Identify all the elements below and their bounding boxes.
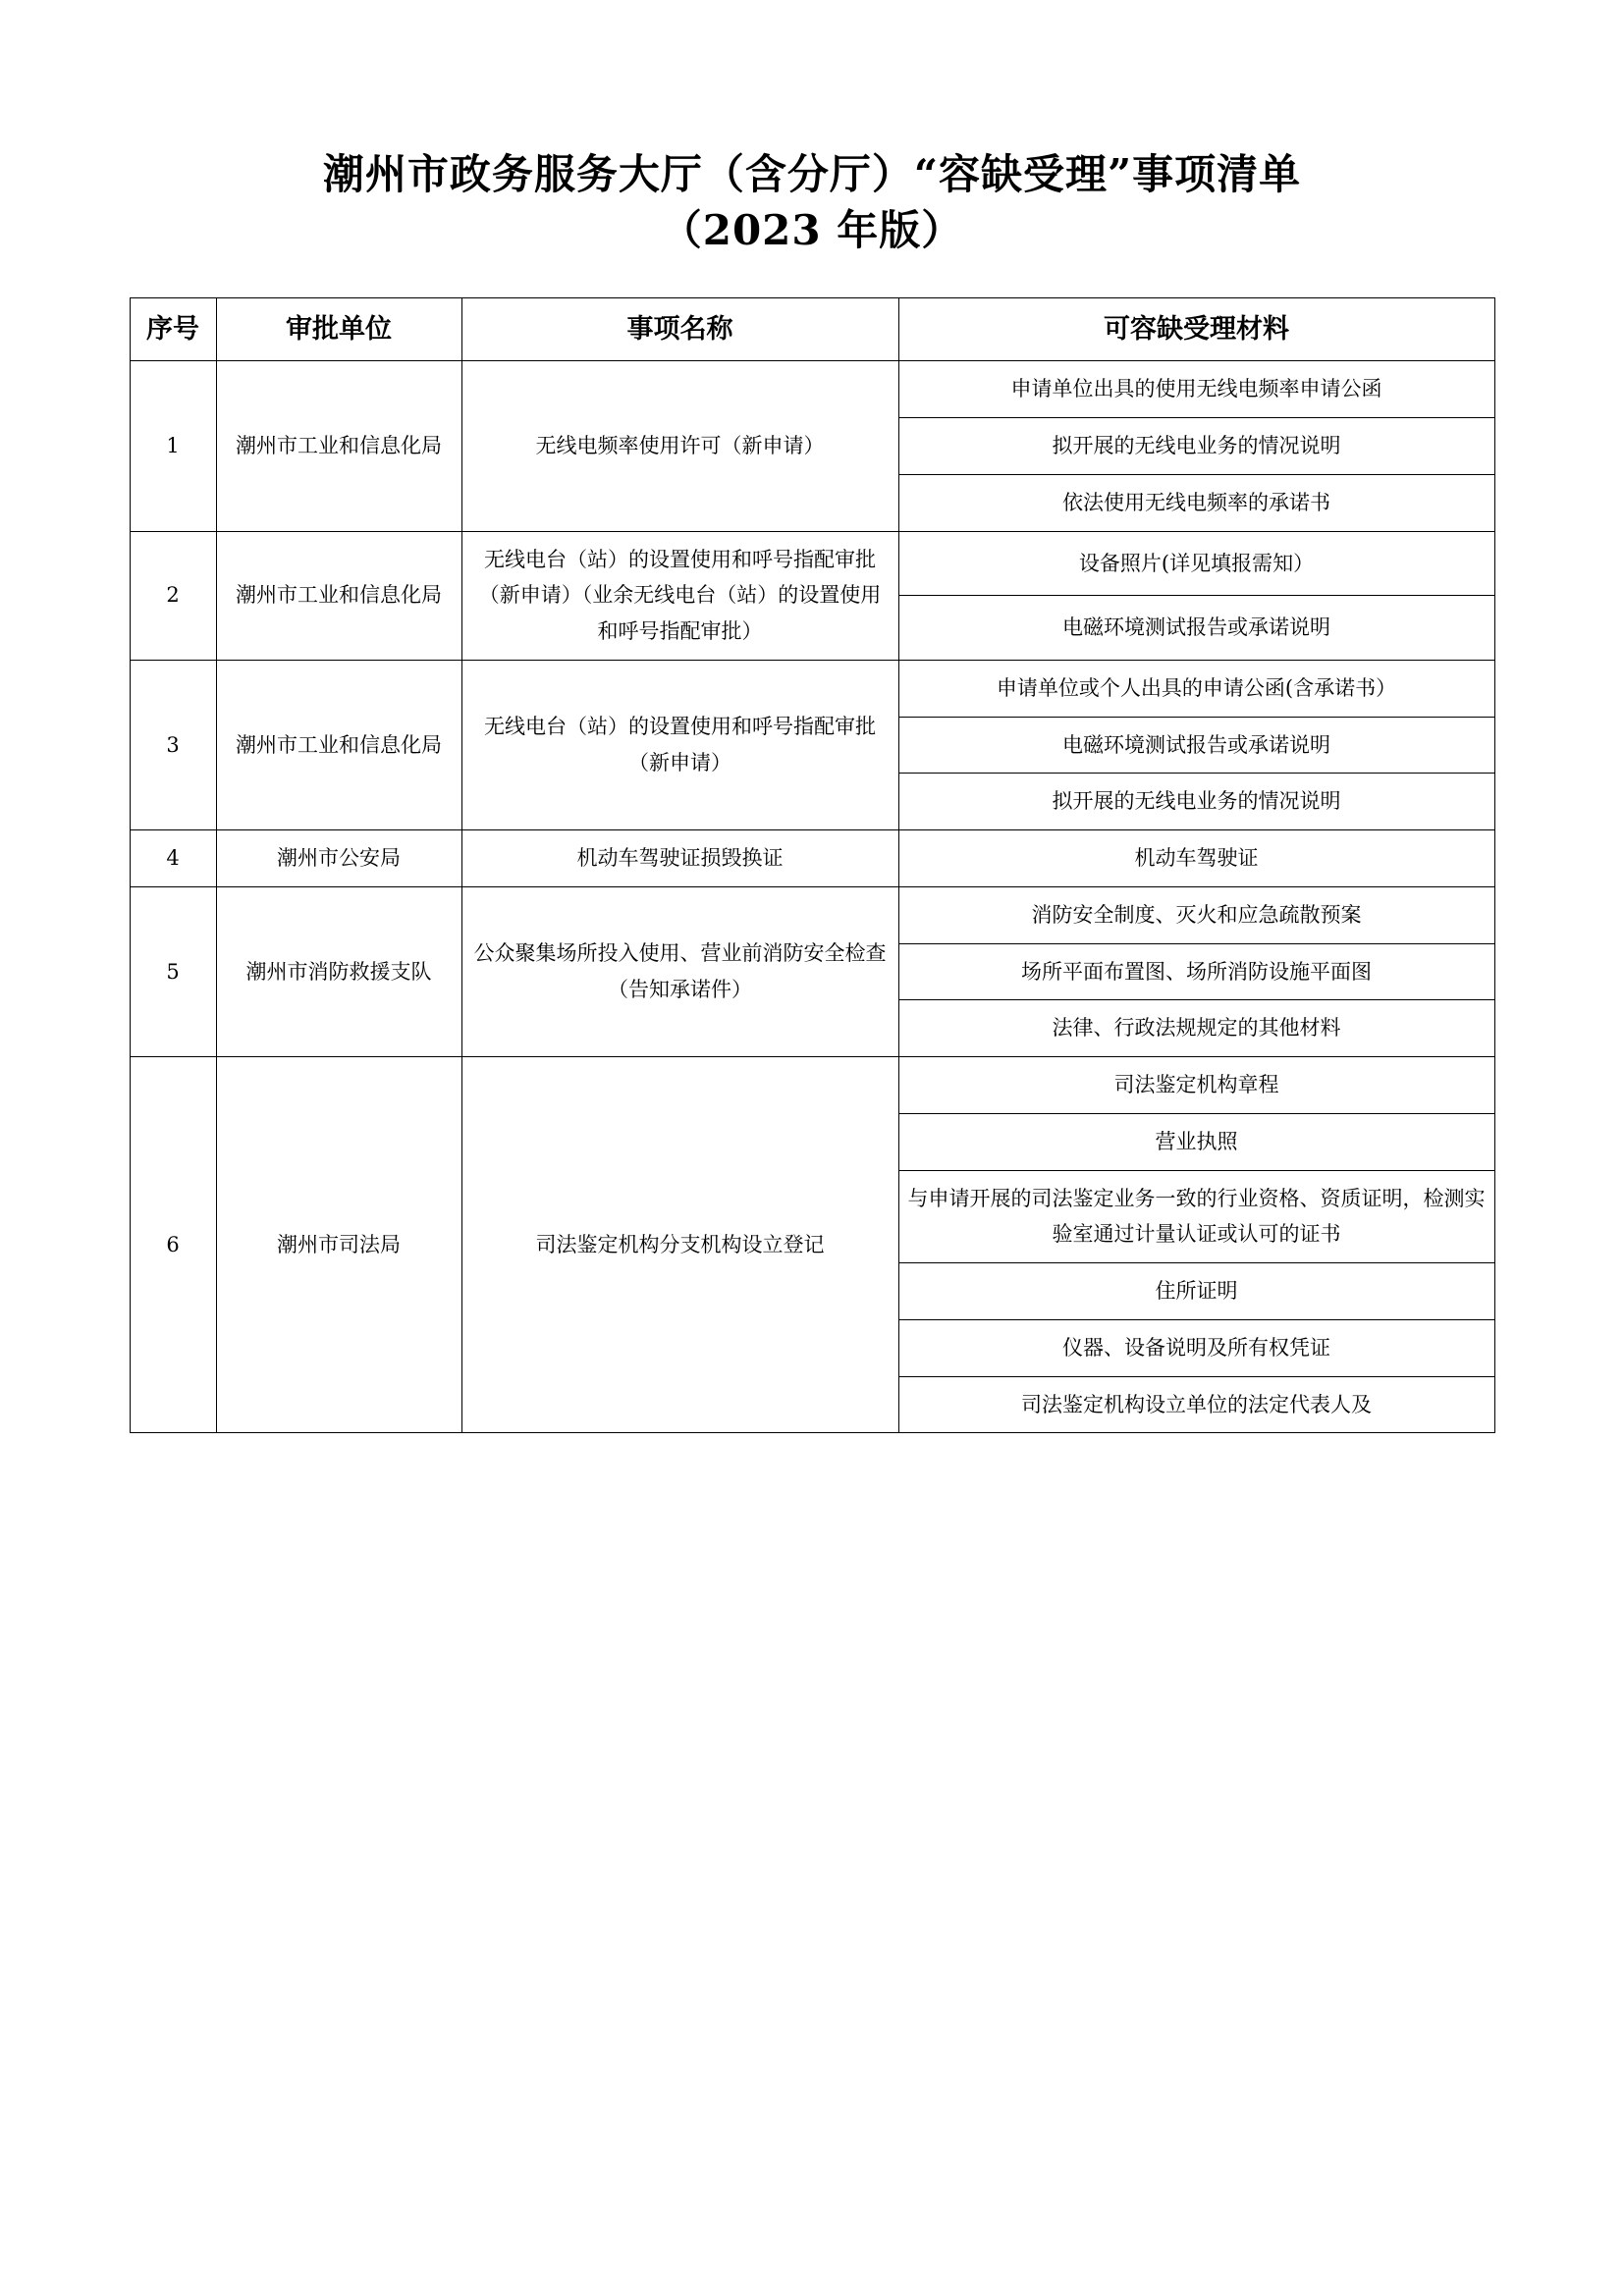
page-title (128, 147, 1496, 258)
cell-material: 设备照片(详见填报需知） (898, 531, 1494, 596)
table-header-row (130, 298, 1494, 361)
cell-unit: 潮州市消防救援支队 (216, 886, 461, 1056)
cell-item: 无线电频率使用许可（新申请） (461, 361, 898, 531)
cell-item: 司法鉴定机构分支机构设立登记 (461, 1057, 898, 1433)
header-materials: 可容缺受理材料 (898, 298, 1494, 361)
cell-no: 1 (130, 361, 216, 531)
cell-item: 机动车驾驶证损毁换证 (461, 830, 898, 887)
cell-material: 拟开展的无线电业务的情况说明 (898, 418, 1494, 475)
cell-material: 依法使用无线电频率的承诺书 (898, 474, 1494, 531)
cell-material: 仪器、设备说明及所有权凭证 (898, 1319, 1494, 1376)
cell-material: 营业执照 (898, 1113, 1494, 1170)
cell-material: 消防安全制度、灭火和应急疏散预案 (898, 886, 1494, 943)
cell-unit: 潮州市工业和信息化局 (216, 531, 461, 660)
table-row (130, 660, 1494, 717)
cell-material: 场所平面布置图、场所消防设施平面图 (898, 943, 1494, 1000)
table-row (130, 531, 1494, 596)
cell-item: 无线电台（站）的设置使用和呼号指配审批（新申请）（业余无线电台（站）的设置使用和呼号指配审批） (461, 531, 898, 660)
header-item: 事项名称 (461, 298, 898, 361)
cell-material: 法律、行政法规规定的其他材料 (898, 1000, 1494, 1057)
tolerant-acceptance-table (130, 297, 1495, 1433)
cell-no: 5 (130, 886, 216, 1056)
cell-material: 申请单位出具的使用无线电频率申请公函 (898, 361, 1494, 418)
cell-no: 4 (130, 830, 216, 887)
cell-material: 与申请开展的司法鉴定业务一致的行业资格、资质证明，检测实验室通过计量认证或认可的证书 (898, 1170, 1494, 1263)
page-title-line-2: （2023 年版） (660, 205, 964, 254)
table-row (130, 1057, 1494, 1114)
cell-material: 拟开展的无线电业务的情况说明 (898, 774, 1494, 830)
cell-unit: 潮州市公安局 (216, 830, 461, 887)
cell-material: 机动车驾驶证 (898, 830, 1494, 887)
cell-material: 申请单位或个人出具的申请公函(含承诺书） (898, 660, 1494, 717)
header-no: 序号 (130, 298, 216, 361)
cell-material: 电磁环境测试报告或承诺说明 (898, 596, 1494, 661)
cell-item: 无线电台（站）的设置使用和呼号指配审批（新申请） (461, 660, 898, 829)
cell-material: 电磁环境测试报告或承诺说明 (898, 717, 1494, 774)
cell-unit: 潮州市工业和信息化局 (216, 660, 461, 829)
cell-unit: 潮州市工业和信息化局 (216, 361, 461, 531)
table-row (130, 830, 1494, 887)
cell-material: 司法鉴定机构章程 (898, 1057, 1494, 1114)
header-unit: 审批单位 (216, 298, 461, 361)
table-row (130, 361, 1494, 418)
cell-no: 3 (130, 660, 216, 829)
cell-material: 住所证明 (898, 1263, 1494, 1320)
cell-material: 司法鉴定机构设立单位的法定代表人及 (898, 1376, 1494, 1433)
page-title-line-1: 潮州市政务服务大厅（含分厅）“容缺受理”事项清单 (322, 150, 1302, 198)
cell-no: 6 (130, 1057, 216, 1433)
cell-no: 2 (130, 531, 216, 660)
cell-item: 公众聚集场所投入使用、营业前消防安全检查（告知承诺件） (461, 886, 898, 1056)
cell-unit: 潮州市司法局 (216, 1057, 461, 1433)
table-row (130, 886, 1494, 943)
